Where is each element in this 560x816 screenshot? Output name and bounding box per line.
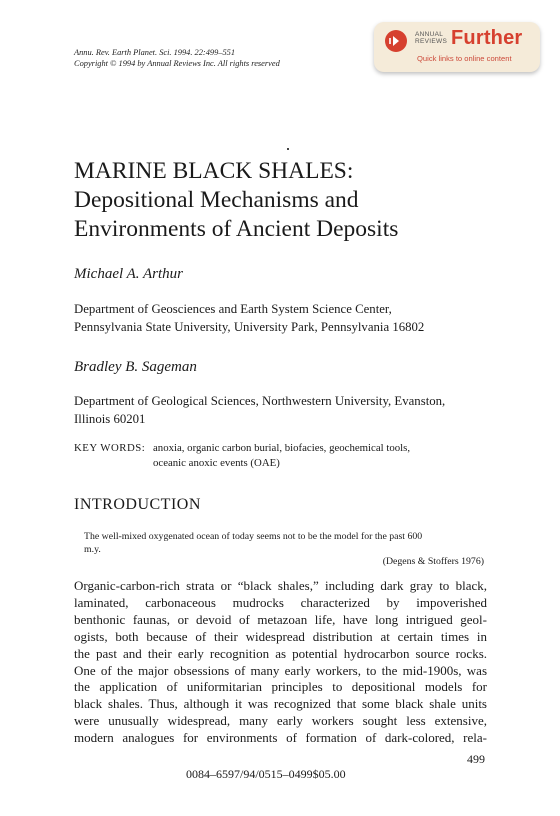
article-code: 0084–6597/94/0515–0499$05.00 [186, 767, 346, 781]
paragraph-line: the past and their early recognition as potential hydrocarbon source rocks. [74, 645, 487, 661]
affiliation-line: Illinois 60201 [74, 412, 146, 426]
epigraph-line: m.y. [84, 544, 101, 555]
keywords-label: KEY WORDS: [74, 442, 146, 454]
title-line: MARINE BLACK SHALES: [74, 158, 354, 184]
annual-reviews-further-banner[interactable] [374, 22, 540, 72]
journal-citation-line: Annu. Rev. Earth Planet. Sci. 1994. 22:499–551 [74, 48, 236, 57]
keywords-list [153, 441, 487, 471]
paragraph-line: the application of uniformitarian principles to depositional models for [74, 679, 487, 695]
author-affiliation [74, 300, 494, 336]
body-paragraph [74, 578, 487, 747]
further-tagline[interactable]: Quick links to online content [417, 54, 512, 63]
author-affiliation [74, 392, 494, 428]
paragraph-line: laminated, carbonaceous mudrocks characterized by impoverished [74, 594, 487, 610]
paragraph-line: black shales. Thus, although it was recognized that some black shale units [74, 696, 487, 712]
author-name: Michael A. Arthur [74, 266, 184, 282]
paragraph-line: ogists, both because of their widespread distribution at certain times in [74, 628, 487, 644]
paragraph-line: modern analogues for environments of formation of dark-colored, rela- [74, 730, 487, 746]
paragraph-line: benthonic faunas, or devoid of metazoan life, have long intrigued geol- [74, 611, 487, 627]
further-link[interactable]: Further [451, 27, 523, 49]
paragraph-line: Organic-carbon-rich strata or “black shales,” including dark gray to black, [74, 578, 487, 593]
speaker-arrow-icon [384, 29, 408, 53]
epigraph-citation: (Degens & Stoffers 1976) [382, 556, 484, 567]
keywords-line: anoxia, organic carbon burial, biofacies, geochemical tools, [153, 442, 411, 454]
epigraph-line: The well-mixed oxygenated ocean of today seems not to be the model for the past 600 [84, 531, 423, 542]
epigraph-quote [84, 530, 484, 556]
brand-line-reviews: REVIEWS [415, 38, 448, 45]
page-number: 499 [467, 752, 485, 766]
affiliation-line: Department of Geosciences and Earth System Science Center, [74, 302, 392, 316]
section-heading: INTRODUCTION [74, 496, 201, 513]
paragraph-line: were unusually widespread, many early workers sought less extensive, [74, 713, 487, 729]
paragraph-line: One of the major obsessions of many early workers, to the mid-1900s, was [74, 662, 487, 678]
keywords-line: oceanic anoxic events (OAE) [153, 457, 280, 469]
affiliation-line: Department of Geological Sciences, Northwestern University, Evanston, [74, 394, 446, 408]
title-line: Environments of Ancient Deposits [74, 216, 399, 242]
article-title [74, 157, 524, 244]
author-name: Bradley B. Sageman [74, 359, 197, 375]
annual-reviews-logo-text [415, 31, 455, 45]
journal-citation [74, 47, 280, 69]
copyright-line: Copyright © 1994 by Annual Reviews Inc. All rights reserved [74, 59, 280, 68]
affiliation-line: Pennsylvania State University, University Park, Pennsylvania 16802 [74, 320, 425, 334]
scan-mark [287, 148, 289, 150]
brand-line-annual: ANNUAL [415, 31, 444, 38]
title-line: Depositional Mechanisms and [74, 187, 359, 213]
